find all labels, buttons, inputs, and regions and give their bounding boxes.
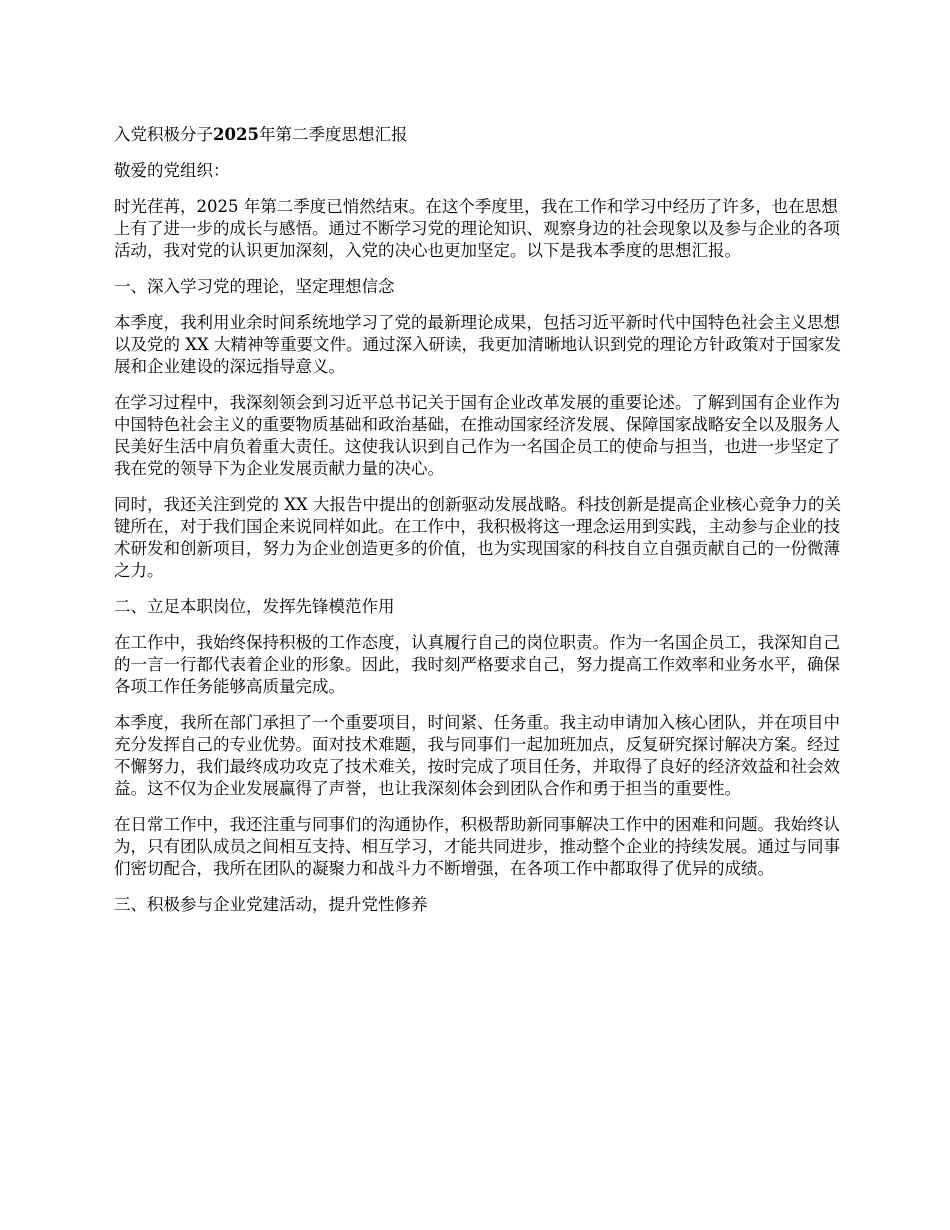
section-1-paragraph-1: 本季度，我利用业余时间系统地学习了党的最新理论成果，包括习近平新时代中国特色社会主义思想以及党的 XX 大精神等重要文件。通过深入研读，我更加清晰地认识到党的理论方针政策对于国家发展和企业建设的深远指导意义。 [114,313,841,376]
salutation: 敬爱的党组织： [114,161,230,180]
title-rest: 年第二季度思想汇报 [258,125,408,144]
section-1-paragraph-3: 同时，我还关注到党的 XX 大报告中提出的创新驱动发展战略。科技创新是提高企业核心竞争力的关键所在，对于我们国企来说同样如此。在工作中，我积极将这一理念运用到实践，主动参与企业的技术研发和创新项目，努力为企业创造更多的价值，也为实现国家的科技自立自强贡献自己的一份微薄之力。 [114,495,841,580]
section-2-paragraph-3: 在日常工作中，我还注重与同事们的沟通协作，积极帮助新同事解决工作中的困难和问题。我始终认为，只有团队成员之间相互支持、相互学习，才能共同进步，推动整个企业的持续发展。通过与同事们密切配合，我所在团队的凝聚力和战斗力不断增强，在各项工作中都取得了优异的成绩。 [114,815,840,878]
section-heading-1: 一、深入学习党的理论，坚定理想信念 [114,277,395,296]
title-prefix: 入党积极分子 [114,125,213,144]
section-heading-3: 三、积极参与企业党建活动，提升党性修养 [114,895,428,914]
section-heading-2: 二、立足本职岗位，发挥先锋模范作用 [114,597,395,616]
section-2-paragraph-2: 本季度，我所在部门承担了一个重要项目，时间紧、任务重。我主动申请加入核心团队，并在项目中充分发挥自己的专业优势。面对技术难题，我与同事们一起加班加点，反复研究探讨解决方案。经过不懈努力，我们最终成功攻克了技术难关，按时完成了项目任务，并取得了良好的经济效益和社会效益。这不仅为企业发展赢得了声誉，也让我深刻体会到团队合作和勇于担当的重要性。 [114,713,840,798]
document-title [114,124,849,146]
intro-paragraph: 时光荏苒，2025 年第二季度已悄然结束。在这个季度里，我在工作和学习中经历了许多，也在思想上有了进一步的成长与感悟。通过不断学习党的理论知识、观察身边的社会现象以及参与企业的各项活动，我对党的认识更加深刻，入党的决心也更加坚定。以下是我本季度的思想汇报。 [114,197,840,260]
title-year: 2025 [213,125,259,144]
section-2-paragraph-1: 在工作中，我始终保持积极的工作态度，认真履行自己的岗位职责。作为一名国企员工，我深知自己的一言一行都代表着企业的形象。因此，我时刻严格要求自己，努力提高工作效率和业务水平，确保各项工作任务能够高质量完成。 [114,633,840,696]
section-1-paragraph-2: 在学习过程中，我深刻领会到习近平总书记关于国有企业改革发展的重要论述。了解到国有企业作为中国特色社会主义的重要物质基础和政治基础，在推动国家经济发展、保障国家战略安全以及服务人民美好生活中肩负着重大责任。这使我认识到自己作为一名国企员工的使命与担当，也进一步坚定了我在党的领导下为企业发展贡献力量的决心。 [114,393,840,478]
document-body [114,124,849,930]
